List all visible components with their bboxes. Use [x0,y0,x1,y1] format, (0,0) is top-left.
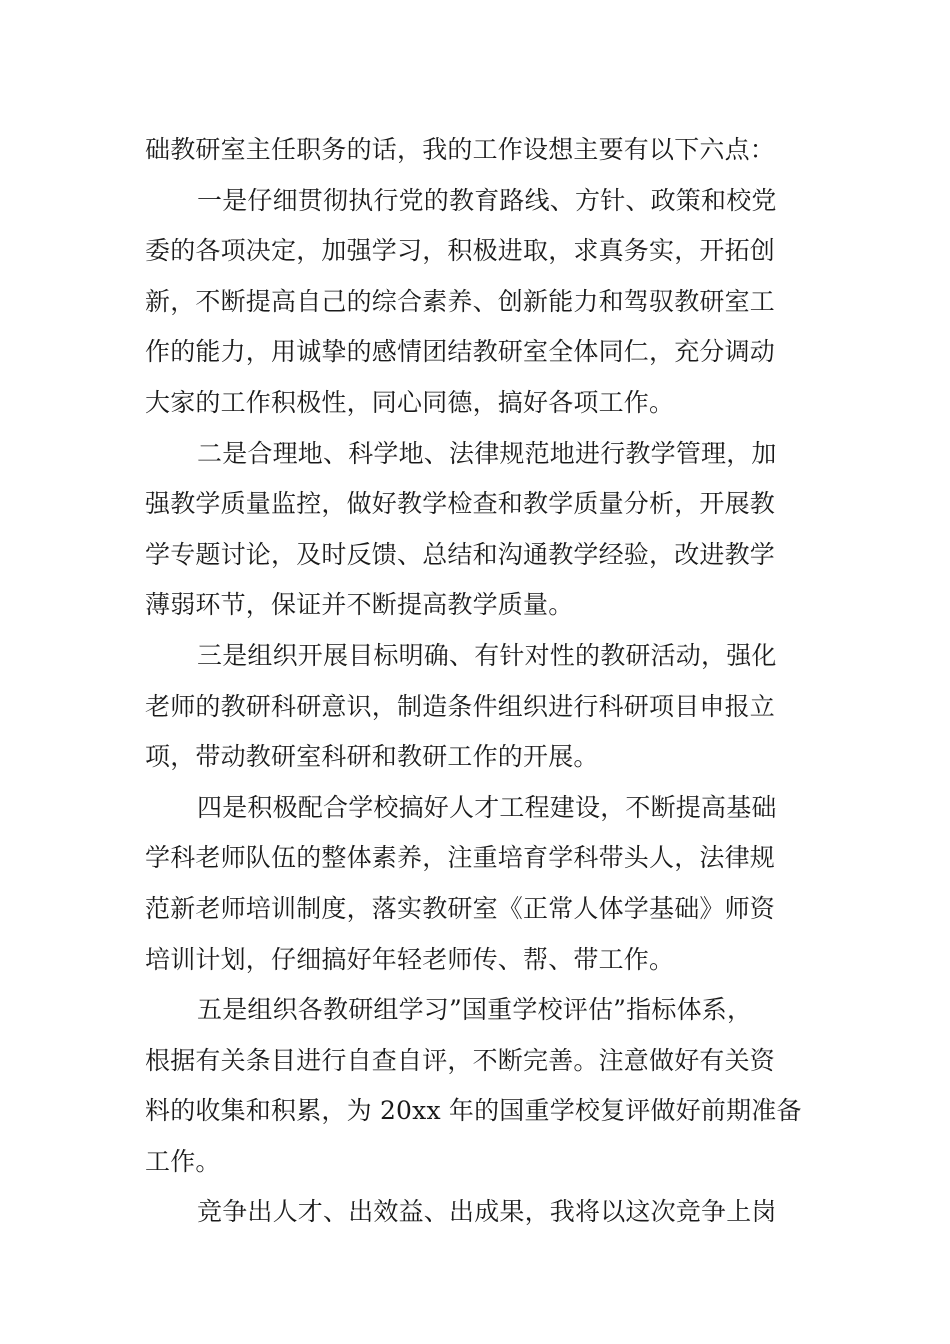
text-line: 作的能力，用诚挚的感情团结教研室全体同仁，充分调动 [145,337,776,367]
text-line: 项，带动教研室科研和教研工作的开展。 [145,742,599,772]
text-line: 础教研室主任职务的话，我的工作设想主要有以下六点： [145,135,776,164]
text-line: 强教学质量监控，做好教学检查和教学质量分析，开展教 [145,489,776,519]
paragraph-first-line: 二是合理地、科学地、法律规范地进行教学管理，加 [197,438,777,468]
paragraph-first-line: 四是积极配合学校搞好人才工程建设，不断提高基础 [197,792,777,822]
text-line: 大家的工作积极性，同心同德，搞好各项工作。 [145,387,675,417]
text-line: 范新老师培训制度，落实教研室《正常人体学基础》师资 [145,893,776,923]
paragraph-first-line: 一是仔细贯彻执行党的教育路线、方针、政策和校党 [197,185,777,215]
text-line: 培训计划，仔细搞好年轻老师传、帮、带工作。 [145,944,675,974]
text-line: 老师的教研科研意识，制造条件组织进行科研项目申报立 [145,691,776,721]
text-line: 根据有关条目进行自查自评，不断完善。注意做好有关资 [145,1045,776,1075]
paragraph-first-line: 竞争出人才、出效益、出成果，我将以这次竞争上岗 [197,1197,777,1227]
paragraph-first-line: 三是组织开展目标明确、有针对性的教研活动，强化 [197,640,777,670]
text-line: 工作。 [145,1146,221,1176]
text-line: 学科老师队伍的整体素养，注重培育学科带头人，法律规 [145,843,776,873]
text-line: 新，不断提高自己的综合素养、创新能力和驾驭教研室工 [145,286,776,316]
text-line: 委的各项决定，加强学习，积极进取，求真务实，开拓创 [145,236,776,266]
body-text [145,125,810,1238]
text-line: 料的收集和积累，为 20xx 年的国重学校复评做好前期准备 [145,1096,802,1126]
text-line: 薄弱环节，保证并不断提高教学质量。 [145,590,574,620]
text-line: 学专题讨论，及时反馈、总结和沟通教学经验，改进教学 [145,539,776,569]
paragraph-first-line: 五是组织各教研组学习”国重学校评估”指标体系， [197,995,753,1025]
